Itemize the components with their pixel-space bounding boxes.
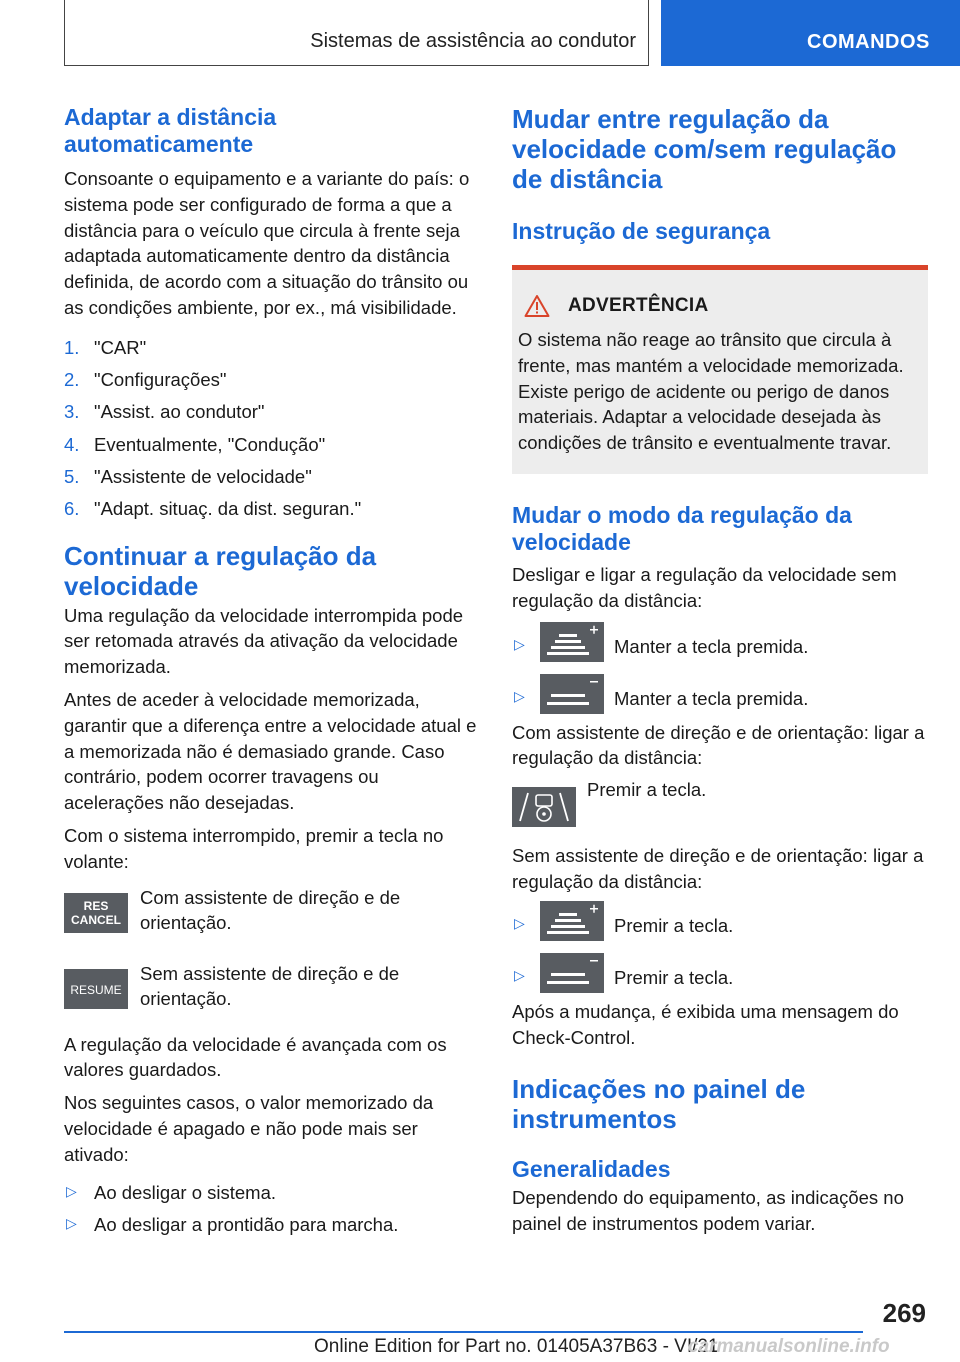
warning-box [512,265,928,474]
distance-plus-key-icon [540,901,604,941]
header-section-title: Sistemas de assistência ao condutor [310,30,636,52]
footer-edition: Online Edition for Part no. 01405A37B63 - VI/21 [314,1336,719,1357]
resume-row [64,961,482,1027]
steering-assist-key-icon [512,787,576,827]
paragraph-continue-3: Com o sistema interrompido, premir a tecla no volante: [64,824,444,872]
paragraph-continue-1: Uma regulação da velocidade interrompida pode ser retomada através da ativação da velocidade memorizada. [64,604,464,678]
list-item: 1. "CAR" [64,336,147,358]
distance-plus-key-icon [540,622,604,662]
heading-adapt-distance: Adaptar a distância automaticamente [64,104,277,157]
assist-key-row [512,777,928,837]
list-item [512,674,928,726]
res-cancel-text: Com assistente de direção e de orientação. [140,886,401,934]
paragraph-check-control: Após a mudança, é exibida uma mensagem do Check-Control. [512,1000,899,1048]
paragraph-without-assistant: Sem assistente de direção e de orientação: ligar a regulação da distância: [512,845,924,892]
menu-steps-list [64,335,482,529]
bullet-triangle-icon: ▷ [514,635,525,652]
heading-general: Generalidades [512,1156,671,1183]
page-number: 269 [882,1298,926,1328]
list-item: 5. "Assistente de velocidade" [64,465,312,487]
key-action-text: Manter a tecla premida. [614,687,809,709]
res-cancel-row [64,885,482,961]
bullet-triangle-icon: ▷ [514,687,525,704]
svg-text:RES: RES [83,898,109,913]
key-action-text: Manter a tecla premida. [614,635,809,657]
list-item [512,953,928,1005]
heading-instrument-panel: Indicações no painel de instrumentos [512,1074,806,1135]
list-item: 4. Eventualmente, "Condução" [64,433,326,455]
paragraph-continue-2: Antes de aceder à velocidade memorizada, garantir que a diferença entre a velocidade atual e a memorizada não é demasiado grande. Caso contrário, podem ocorrer travagens ou acelerações não desejadas. [64,688,477,814]
right-column [512,104,928,1237]
bullet-triangle-icon: ▷ [514,966,525,983]
svg-text:CANCEL: CANCEL [71,912,121,927]
header-section-box [64,0,649,66]
paragraph-adapt-distance: Consoante o equipamento e a variante do país: o sistema pode ser configurado de forma a que a distância para o veículo que circula à frente seja adaptada automaticamente dentro da distância definida, de acordo com a situação do trânsito ou as condições ambiente, por ex., má visibilidade. [64,168,470,318]
left-column [64,104,482,1244]
footer-divider [64,1331,863,1333]
resume-key-icon [64,969,128,1009]
list-item: ▷ Ao desligar a prontidão para marcha. [66,1213,399,1235]
key-action-text: Premir a tecla. [587,779,707,801]
header-tab-comandos[interactable] [661,0,960,66]
paragraph-general: Dependendo do equipamento, as indicações no painel de instrumentos podem variar. [512,1187,904,1235]
watermark: carmanualsonline.info [688,1336,890,1357]
distance-minus-key-icon [540,674,604,714]
list-item: 2. "Configurações" [64,369,227,391]
warning-triangle-icon [524,294,550,318]
bullet-triangle-icon: ▷ [514,914,525,931]
res-cancel-key-icon [64,893,128,933]
heading-continue-speed: Continuar a regulação da velocidade [64,540,377,601]
list-item: 3. "Assist. ao condutor" [64,401,265,423]
resume-text: Sem assistente de direção e de orientação. [140,962,400,1010]
heading-change-mode: Mudar o modo da regulação da velocidade [512,501,852,555]
svg-text:RESUME: RESUME [70,982,122,997]
list-item [512,622,928,674]
heading-safety: Instrução de segurança [512,218,771,244]
list-item: 6. "Adapt. situaç. da dist. seguran." [64,498,362,520]
paragraph-change-mode: Desligar e ligar a regulação da velocidade sem regulação da distância: [512,563,897,611]
distance-minus-key-icon [540,953,604,993]
list-item: ▷ Ao desligar o sistema. [66,1181,277,1203]
list-item [512,901,928,953]
paragraph-continue-4: A regulação da velocidade é avançada com os valores guardados. [64,1033,447,1081]
heading-switch-speed-mode: Mudar entre regulação da velocidade com/sem regulação de distância [512,104,897,194]
paragraph-with-assistant: Com assistente de direção e de orientação: ligar a regulação da distância: [512,721,925,769]
warning-title: ADVERTÊNCIA [568,295,709,316]
bullet-triangle-icon: ▷ [66,1182,77,1199]
header-tab-label: COMANDOS [807,31,930,53]
warning-header [524,292,914,320]
warning-text: O sistema não reage ao trânsito que circula à frente, mas mantém a velocidade memorizada. Existe perigo de acidente ou perigo de danos materiais. Adaptar a velocidade desejada às condições de trânsito e eventualmente travar. [518,329,904,454]
paragraph-continue-5: Nos seguintes casos, o valor memorizado da velocidade é apagado e não pode mais ser ativado: [64,1092,434,1165]
key-action-text: Premir a tecla. [614,914,734,936]
key-action-text: Premir a tecla. [614,966,734,988]
bullet-triangle-icon: ▷ [66,1214,77,1231]
